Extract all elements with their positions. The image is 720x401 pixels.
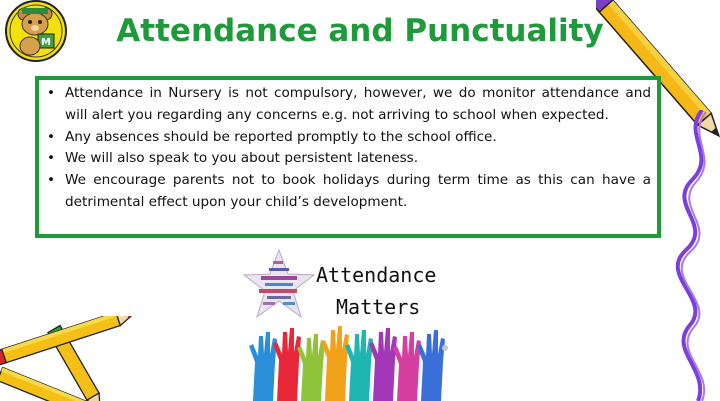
raised-hands-icon [247,322,452,401]
slide-title: Attendance and Punctuality [116,13,604,49]
logo-letter: M [41,37,51,48]
bullet-item: • Attendance in Nursery is not compulsory, however, we do monitor attendance and will alert you regarding any concerns e.g. not arriving to school when expected. [43,83,651,127]
bullet-item: • We will also speak to you about persistent lateness. [43,148,651,170]
bullet-list [43,83,651,214]
attendance-info-box [35,76,661,238]
attendance-matters-line1: Attendance [316,263,437,287]
bullet-item: • Any absences should be reported promptly to the school office. [43,127,651,149]
attendance-matters-line2: Matters [336,295,421,319]
ribbon-icon [672,110,720,401]
crayons-icon [0,316,150,401]
bullet-item: • We encourage parents not to book holidays during term time as this can have a detrimental effect upon your child’s development. [43,170,651,214]
school-logo-icon [2,0,70,62]
word-cloud-star-icon [241,248,317,320]
